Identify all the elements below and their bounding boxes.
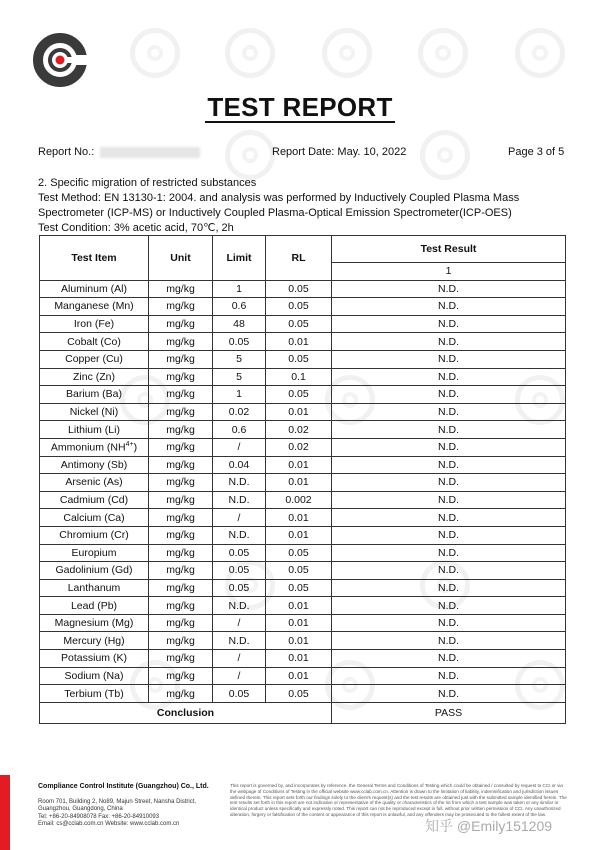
cell-rl: 0.01 [266, 597, 332, 615]
table-row [40, 438, 566, 456]
table-row [40, 456, 566, 474]
table-row [40, 579, 566, 597]
cell-test-item: Potassium (K) [40, 650, 149, 668]
cell-unit: mg/kg [149, 685, 213, 703]
results-table [39, 235, 566, 724]
cell-test-item: Nickel (Ni) [40, 403, 149, 421]
cell-unit: mg/kg [149, 526, 213, 544]
cell-result: N.D. [332, 579, 566, 597]
cell-result: N.D. [332, 474, 566, 492]
cell-test-item: Lithium (Li) [40, 421, 149, 439]
table-row [40, 403, 566, 421]
cell-rl: 0.01 [266, 509, 332, 527]
cell-rl: 0.05 [266, 685, 332, 703]
cell-test-item: Iron (Fe) [40, 315, 149, 333]
report-date: Report Date: May. 10, 2022 [272, 146, 407, 158]
col-header-limit: Limit [213, 236, 266, 281]
cell-result: N.D. [332, 491, 566, 509]
cell-test-item: Chromium (Cr) [40, 526, 149, 544]
table-row [40, 685, 566, 703]
cell-unit: mg/kg [149, 632, 213, 650]
table-row [40, 421, 566, 439]
cell-result: N.D. [332, 562, 566, 580]
company-address: Room 701, Building 2, No89, Majun Street, Nansha District, Guangzhou, Guangdong, China [38, 798, 197, 812]
conclusion-label: Conclusion [40, 702, 332, 723]
table-row [40, 562, 566, 580]
cell-test-item: Lead (Pb) [40, 597, 149, 615]
cell-rl: 0.01 [266, 650, 332, 668]
cell-result: N.D. [332, 333, 566, 351]
watermark-logo-icon [322, 28, 372, 78]
table-row [40, 509, 566, 527]
cell-limit: / [213, 667, 266, 685]
cell-test-item: Cadmium (Cd) [40, 491, 149, 509]
cell-limit: 5 [213, 350, 266, 368]
watermark-logo-icon [130, 28, 180, 78]
table-row [40, 315, 566, 333]
cell-rl: 0.01 [266, 614, 332, 632]
cell-limit: 0.05 [213, 333, 266, 351]
cell-limit: N.D. [213, 526, 266, 544]
cell-rl: 0.05 [266, 350, 332, 368]
company-tel: Tel: +86-20-84908078 Fax: +86-20-84910093 [38, 813, 160, 820]
cell-unit: mg/kg [149, 597, 213, 615]
table-row [40, 386, 566, 404]
cell-result: N.D. [332, 315, 566, 333]
redacted-report-number [100, 147, 200, 158]
watermark-logo-icon [420, 130, 470, 180]
cell-limit: 0.6 [213, 421, 266, 439]
cell-rl: 0.05 [266, 280, 332, 298]
col-header-test-item: Test Item [40, 236, 149, 281]
cell-unit: mg/kg [149, 456, 213, 474]
cell-unit: mg/kg [149, 421, 213, 439]
cell-unit: mg/kg [149, 614, 213, 632]
section-heading: 2. Specific migration of restricted substances [38, 177, 257, 189]
cell-rl: 0.05 [266, 315, 332, 333]
cell-limit: N.D. [213, 491, 266, 509]
cell-result: N.D. [332, 280, 566, 298]
company-email: Email: cs@cclab.com.cn Website: www.cclab.com.cn [38, 821, 180, 827]
page-number: Page 3 of 5 [508, 146, 565, 158]
company-logo-icon [30, 30, 90, 90]
cell-test-item: Ammonium $(NH^{4+})$ [40, 438, 149, 456]
cell-test-item: Calcium (Ca) [40, 509, 149, 527]
cell-result: N.D. [332, 544, 566, 562]
cell-result: N.D. [332, 298, 566, 316]
table-row [40, 667, 566, 685]
cell-result: N.D. [332, 403, 566, 421]
table-row [40, 632, 566, 650]
cell-test-item: Lanthanum [40, 579, 149, 597]
cell-test-item: Barium (Ba) [40, 386, 149, 404]
source-watermark: 知乎 @Emily151209 [425, 818, 553, 834]
cell-test-item: Aluminum (Al) [40, 280, 149, 298]
table-row [40, 526, 566, 544]
cell-unit: mg/kg [149, 438, 213, 456]
cell-rl: 0.1 [266, 368, 332, 386]
cell-test-item: Cobalt (Co) [40, 333, 149, 351]
cell-limit: 0.05 [213, 579, 266, 597]
col-header-unit: Unit [149, 236, 213, 281]
cell-limit: 0.05 [213, 685, 266, 703]
company-footer [38, 783, 228, 829]
table-row [40, 298, 566, 316]
cell-rl: 0.05 [266, 298, 332, 316]
cell-limit: 48 [213, 315, 266, 333]
cell-rl: 0.02 [266, 438, 332, 456]
cell-test-item: Europium [40, 544, 149, 562]
cell-test-item: Antimony (Sb) [40, 456, 149, 474]
table-row [40, 597, 566, 615]
col-header-sample-number: 1 [332, 263, 566, 281]
legal-disclaimer: This report is governed by, and incorporates by reference, the General Terms and Conditions of Testing which could be obtained / consulted by request to CCI or via the webpage of Conditions of Testing in the official website www.cclab.com.cn. Attention is drawn to the limitation of liability, indemnification and jurisdiction issues defined therein. This report sets forth our findings solely to the client's request(s) and the test results are obtained just with the submitted sample identified herein. The test results set forth in this report are not indicative or representative of the quality or characteristics of the lot from which a test sample was taken or any similar or identical product unless specifically and expressly noted. This report can not be reproduced except in full, without prior written permission of CCI. Any unauthorized alteration, forgery or falsification of the content or appearance of this report is unlawful, and any offenders may be prosecuted to the fullest extent of the law. [230, 783, 567, 817]
cell-test-item: Arsenic (As) [40, 474, 149, 492]
table-row [40, 491, 566, 509]
cell-limit: 0.05 [213, 562, 266, 580]
cell-unit: mg/kg [149, 474, 213, 492]
cell-unit: mg/kg [149, 280, 213, 298]
cell-limit: 0.02 [213, 403, 266, 421]
cell-test-item: Magnesium (Mg) [40, 614, 149, 632]
cell-test-item: Sodium (Na) [40, 667, 149, 685]
table-row [40, 333, 566, 351]
cell-limit: 1 [213, 280, 266, 298]
cell-limit: 0.04 [213, 456, 266, 474]
cell-rl: 0.01 [266, 632, 332, 650]
cell-unit: mg/kg [149, 333, 213, 351]
cell-limit: 0.05 [213, 544, 266, 562]
cell-test-item: Zinc (Zn) [40, 368, 149, 386]
cell-unit: mg/kg [149, 368, 213, 386]
cell-rl: 0.01 [266, 474, 332, 492]
cell-unit: mg/kg [149, 650, 213, 668]
cell-rl: 0.01 [266, 526, 332, 544]
cell-rl: 0.05 [266, 562, 332, 580]
cell-limit: 0.6 [213, 298, 266, 316]
cell-unit: mg/kg [149, 315, 213, 333]
cell-rl: 0.01 [266, 333, 332, 351]
cell-result: N.D. [332, 632, 566, 650]
cell-rl: 0.05 [266, 386, 332, 404]
cell-rl: 0.02 [266, 421, 332, 439]
cell-result: N.D. [332, 350, 566, 368]
cell-result: N.D. [332, 685, 566, 703]
cell-rl: 0.05 [266, 579, 332, 597]
cell-result: N.D. [332, 386, 566, 404]
cell-limit: / [213, 614, 266, 632]
cell-rl: 0.01 [266, 667, 332, 685]
cell-result: N.D. [332, 509, 566, 527]
test-method: Test Method: EN 13130-1: 2004. and analysis was performed by Inductively Coupled Plasma Mass Spectrometer (ICP-MS) or Inductively Coupled Plasma-Optical Emission Spectrometer(ICP-OES) [38, 192, 520, 219]
cell-result: N.D. [332, 667, 566, 685]
cell-result: N.D. [332, 456, 566, 474]
cell-rl: 0.01 [266, 456, 332, 474]
cell-limit: / [213, 650, 266, 668]
section-intro [38, 176, 578, 236]
table-row [40, 350, 566, 368]
cell-result: N.D. [332, 526, 566, 544]
cell-test-item: Mercury (Hg) [40, 632, 149, 650]
cell-rl: 0.05 [266, 544, 332, 562]
table-row [40, 368, 566, 386]
cell-unit: mg/kg [149, 562, 213, 580]
report-number: Report No.: [38, 146, 200, 158]
cell-unit: mg/kg [149, 491, 213, 509]
cell-test-item: Terbium (Tb) [40, 685, 149, 703]
watermark-logo-icon [225, 28, 275, 78]
company-name: Compliance Control Institute (Guangzhou) Co., Ltd. [38, 783, 209, 790]
cell-rl: 0.01 [266, 403, 332, 421]
col-header-test-result: Test Result [332, 236, 566, 263]
table-row [40, 474, 566, 492]
cell-limit: / [213, 509, 266, 527]
cell-result: N.D. [332, 421, 566, 439]
results-rows [40, 280, 566, 702]
test-condition: Test Condition: 3% acetic acid, 70℃, 2h [38, 222, 234, 234]
watermark-logo-icon [515, 28, 565, 78]
table-row [40, 280, 566, 298]
cell-limit: 5 [213, 368, 266, 386]
cell-limit: N.D. [213, 632, 266, 650]
cell-test-item: Gadolinium (Gd) [40, 562, 149, 580]
cell-rl: 0.002 [266, 491, 332, 509]
cell-limit: N.D. [213, 597, 266, 615]
cell-result: N.D. [332, 614, 566, 632]
col-header-rl: RL [266, 236, 332, 281]
conclusion-value: PASS [332, 702, 566, 723]
cell-limit: / [213, 438, 266, 456]
cell-unit: mg/kg [149, 298, 213, 316]
cell-unit: mg/kg [149, 544, 213, 562]
cell-unit: mg/kg [149, 386, 213, 404]
cell-unit: mg/kg [149, 667, 213, 685]
table-row [40, 614, 566, 632]
table-row [40, 544, 566, 562]
cell-test-item: Manganese (Mn) [40, 298, 149, 316]
brand-color-bar [0, 775, 10, 850]
cell-limit: N.D. [213, 474, 266, 492]
report-title: TEST REPORT [207, 92, 393, 122]
cell-result: N.D. [332, 438, 566, 456]
watermark-logo-icon [418, 28, 468, 78]
cell-test-item: Copper (Cu) [40, 350, 149, 368]
cell-unit: mg/kg [149, 509, 213, 527]
cell-unit: mg/kg [149, 579, 213, 597]
cell-unit: mg/kg [149, 403, 213, 421]
cell-result: N.D. [332, 650, 566, 668]
cell-unit: mg/kg [149, 350, 213, 368]
cell-limit: 1 [213, 386, 266, 404]
watermark-logo-icon [225, 130, 275, 180]
cell-result: N.D. [332, 597, 566, 615]
table-row [40, 650, 566, 668]
cell-result: N.D. [332, 368, 566, 386]
